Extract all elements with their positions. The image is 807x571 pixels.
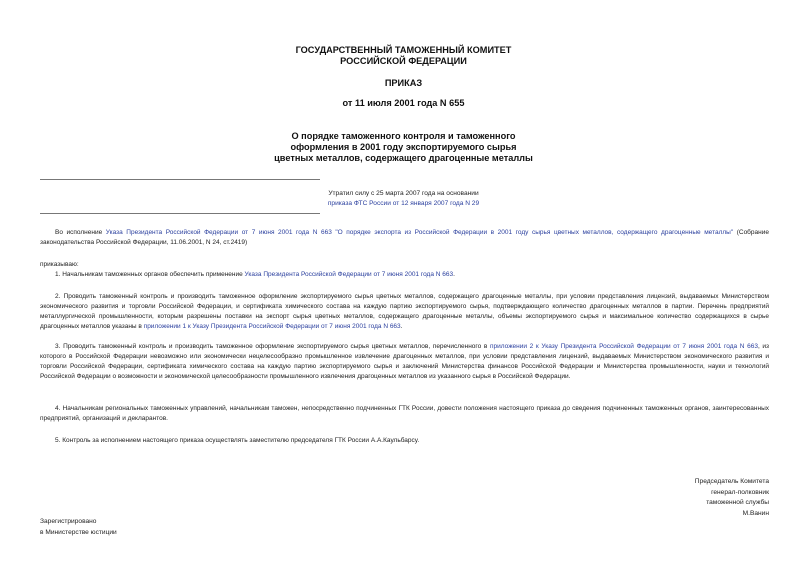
item2-text: 2. Проводить таможенный контроль и производить таможенное оформление экспортируемого сырья цветных металлов, содержащего драгоценные металлы, при условии представления лицензий, выдаваемых Министерством экономического развития и торговли Российской Федерации, и сертификата химического состава на каждую партию экспортируемого сырья, подтверждающего количество драгоценных металлов в партии. Перечень предприятий металлургической промышленности, которым разрешены поставки на экспорт сырья цветных металлов, содержащего драгоценные металлы, объемы экспортируемого сырья и максимальное количество содержащихся в сырье драгоценных металлов указаны в <box>40 293 769 330</box>
org-name-line1: ГОСУДАРСТВЕННЫЙ ТАМОЖЕННЫЙ КОМИТЕТ <box>295 45 512 55</box>
item1-decree-link[interactable]: Указа Президента Российской Федерации от 7 июня 2001 года N 663 <box>244 271 454 278</box>
signature-name: М.Ванин <box>742 509 769 517</box>
registration-line1: Зарегистрировано <box>40 518 97 525</box>
signature-rank: генерал-полковник <box>711 488 769 496</box>
repeal-order-link[interactable]: приказа ФТС России от 12 января 2007 года N 29 <box>327 200 480 207</box>
status-note-link-line <box>0 199 807 209</box>
order-item-1 <box>40 270 769 280</box>
item2-end: . <box>400 323 403 330</box>
status-note: Утратил силу с 25 марта 2007 года на основании <box>328 190 479 197</box>
org-name-line2: РОССИЙСКОЙ ФЕДЕРАЦИИ <box>340 56 467 66</box>
preamble-source: (Собрание законодательства Российской Федерации, 11.06.2001, N 24, ст.2419) <box>40 229 769 246</box>
order-item-2 <box>40 292 769 332</box>
document-title-line2: оформления в 2001 году экспортируемого сырья <box>290 142 517 152</box>
item1-text: 1. Начальникам таможенных органов обеспечить применение <box>55 271 245 278</box>
item3-rest: , из которого в Российской Федерации невозможно или экономически нецелесообразно промышленное извлечение драгоценных металлов, при условии представления лицензий, выдаваемых Министерством экономического развития и торговли Российской Федерации, сертификата химического состава на каждую партию экспортируемого сырья и заключений Министерства финансов Российской Федерации и Министерства промышленности, науки и технологий Российской Федерации о возможности и экономической целесообразности промышленного извлечения драгоценных металлов из указанного сырья в Российской Федерации. <box>40 343 770 380</box>
document-title-line1: О порядке таможенного контроля и таможенного <box>291 131 516 141</box>
item1-end: . <box>453 271 455 278</box>
divider-bottom <box>40 213 320 214</box>
preamble-paragraph <box>40 228 769 248</box>
document-date-number: от 11 июля 2001 года N 655 <box>342 98 465 108</box>
registration-line2: в Министерстве юстиции <box>40 528 117 536</box>
registration-block <box>40 517 117 538</box>
item2-appendix1-link[interactable]: приложении 1 к Указу Президента Российской Федерации от 7 июня 2001 года N 663 <box>143 323 401 330</box>
signature-position: Председатель Комитета <box>694 478 769 485</box>
order-item-3 <box>40 342 769 382</box>
signature-service: таможенной службы <box>706 499 769 506</box>
signature-block <box>569 477 769 519</box>
order-item-4: 4. Начальникам региональных таможенных управлений, начальникам таможен, непосредственно подчиненных ГТК России, довести положения настоящего приказа до сведения подчиненных таможенных органов, заинтересованных предприятий, организаций и декларантов. <box>40 405 769 422</box>
decree-663-link[interactable]: Указа Президента Российской Федерации от 7 июня 2001 года N 663 "О порядке экспорта из Российской Федерации в 2001 году сырья цветных металлов, содержащего драгоценные металлы" <box>105 229 734 236</box>
order-item-5: 5. Контроль за исполнением настоящего приказа осуществлять заместителю председателя ГТК России А.А.Каульбарсу. <box>55 437 420 444</box>
divider-top <box>40 179 320 180</box>
item3-appendix2-link[interactable]: приложении 2 к Указу Президента Российской Федерации от 7 июня 2001 года N 663 <box>490 343 758 350</box>
document-type: ПРИКАЗ <box>384 78 423 88</box>
item3-text: 3. Проводить таможенный контроль и производить таможенное оформление экспортируемого сырья цветных металлов, перечисленного в <box>55 343 491 350</box>
document-title-line3: цветных металлов, содержащего драгоценные металлы <box>274 153 533 163</box>
orders-label: приказываю: <box>40 261 79 268</box>
preamble-text: Во исполнение <box>55 229 106 236</box>
